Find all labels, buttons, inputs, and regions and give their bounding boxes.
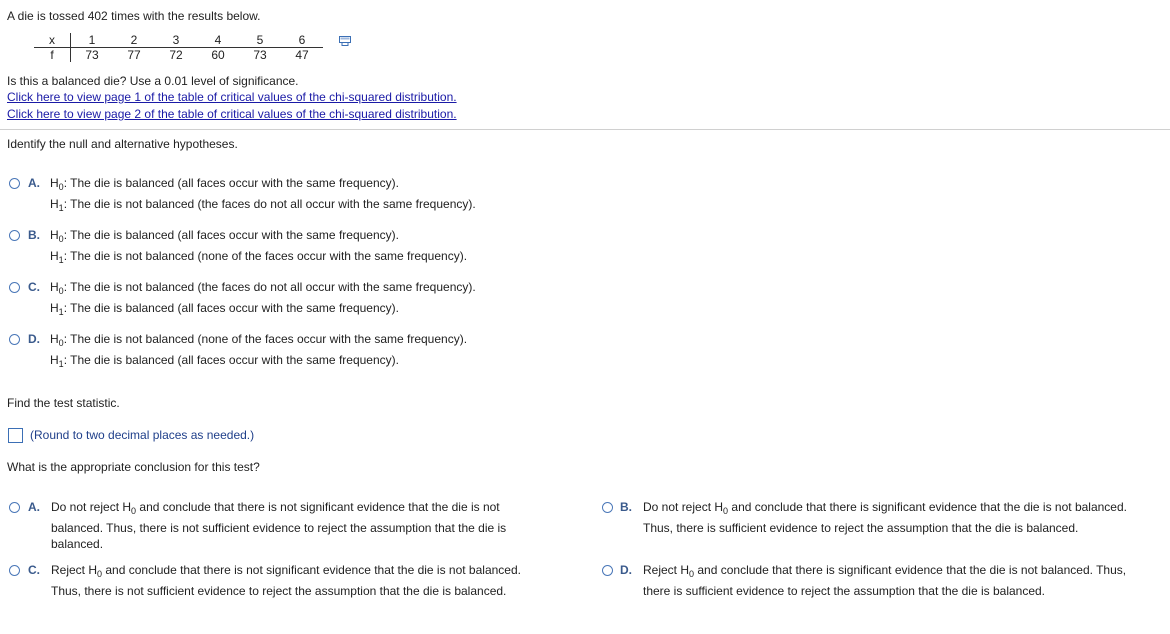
option-letter: D.	[28, 332, 40, 346]
option-letter: D.	[620, 563, 632, 577]
conclusion-option-d-radio[interactable]	[602, 565, 613, 576]
hypothesis-a-h1: $H_1$: The die is not balanced (the faces do not all occur with the same frequency).	[50, 197, 476, 213]
hypothesis-c-h0: $H_0$: The die is not balanced (the faces do not all occur with the same frequency).	[50, 280, 476, 296]
table-f-cell: 73	[253, 48, 267, 62]
question-text: Is this a balanced die? Use a 0.01 level of significance.	[7, 74, 299, 88]
option-letter: C.	[28, 563, 40, 577]
hypothesis-option-c-radio[interactable]	[9, 282, 20, 293]
conclusion-d-line1: Reject $H_0$ and conclude that there is significant evidence that the die is not balanced. Thus,	[643, 563, 1127, 579]
table-f-cell: 77	[127, 48, 141, 62]
table-x-cell: 5	[239, 33, 281, 48]
table-x-cell: 2	[113, 33, 155, 48]
option-letter: C.	[28, 280, 40, 294]
test-statistic-prompt: Find the test statistic.	[7, 396, 120, 410]
option-letter: A.	[28, 500, 40, 514]
table-x-header: x	[34, 33, 71, 48]
table-f-cell: 72	[169, 48, 183, 62]
hypothesis-c-h1: $H_1$: The die is balanced (all faces occur with the same frequency).	[50, 301, 399, 317]
conclusion-d-line2: there is sufficient evidence to reject the assumption that the die is balanced.	[643, 584, 1046, 598]
problem-intro: A die is tossed 402 times with the results below.	[7, 9, 261, 23]
hypothesis-d-h0: $H_0$: The die is not balanced (none of the faces occur with the same frequency).	[50, 332, 468, 348]
table-x-cell: 4	[197, 33, 239, 48]
section-divider	[0, 129, 1170, 130]
conclusion-prompt: What is the appropriate conclusion for this test?	[7, 460, 260, 474]
conclusion-b-line1: Do not reject $H_0$ and conclude that there is significant evidence that the die is not balanced.	[643, 500, 1127, 516]
option-letter: B.	[620, 500, 632, 514]
copy-data-icon[interactable]	[339, 36, 351, 46]
hypothesis-b-h1: $H_1$: The die is not balanced (none of the faces occur with the same frequency).	[50, 249, 468, 265]
hypothesis-option-d-radio[interactable]	[9, 334, 20, 345]
hypotheses-prompt: Identify the null and alternative hypotheses.	[7, 137, 238, 151]
option-letter: B.	[28, 228, 40, 242]
hypothesis-d-h1: $H_1$: The die is balanced (all faces occur with the same frequency).	[50, 353, 399, 369]
table-f-cell: 73	[85, 48, 99, 62]
conclusion-option-c-radio[interactable]	[9, 565, 20, 576]
table-f-cell: 47	[295, 48, 309, 62]
table-x-cell: 3	[155, 33, 197, 48]
table-f-cell: 60	[211, 48, 225, 62]
table-x-cell: 1	[71, 33, 114, 48]
chi-table-page2-link[interactable]: Click here to view page 2 of the table of critical values of the chi-squared distribution.	[7, 107, 457, 121]
conclusion-option-b-radio[interactable]	[602, 502, 613, 513]
hypothesis-option-b-radio[interactable]	[9, 230, 20, 241]
conclusion-b-line2: Thus, there is sufficient evidence to reject the assumption that the die is balanced.	[643, 521, 1079, 535]
table-f-header: f	[34, 48, 71, 63]
frequency-table	[34, 33, 323, 62]
conclusion-option-a-radio[interactable]	[9, 502, 20, 513]
option-letter: A.	[28, 176, 40, 190]
conclusion-a-line2: balanced. Thus, there is not sufficient evidence to reject the assumption that the die is	[51, 521, 507, 535]
table-x-cell: 6	[281, 33, 323, 48]
hypothesis-b-h0: $H_0$: The die is balanced (all faces occur with the same frequency).	[50, 228, 399, 244]
test-statistic-input[interactable]	[8, 428, 23, 443]
hypothesis-a-h0: $H_0$: The die is balanced (all faces occur with the same frequency).	[50, 176, 399, 192]
rounding-hint: (Round to two decimal places as needed.)	[30, 428, 255, 442]
conclusion-c-line2: Thus, there is not sufficient evidence to reject the assumption that the die is balanced.	[51, 584, 507, 598]
conclusion-a-line1: Do not reject $H_0$ and conclude that there is not significant evidence that the die is not	[51, 500, 500, 516]
chi-table-page1-link[interactable]: Click here to view page 1 of the table of critical values of the chi-squared distribution.	[7, 90, 457, 104]
hypothesis-option-a-radio[interactable]	[9, 178, 20, 189]
conclusion-a-line3: balanced.	[51, 537, 104, 551]
conclusion-c-line1: Reject $H_0$ and conclude that there is not significant evidence that the die is not balanced.	[51, 563, 521, 579]
